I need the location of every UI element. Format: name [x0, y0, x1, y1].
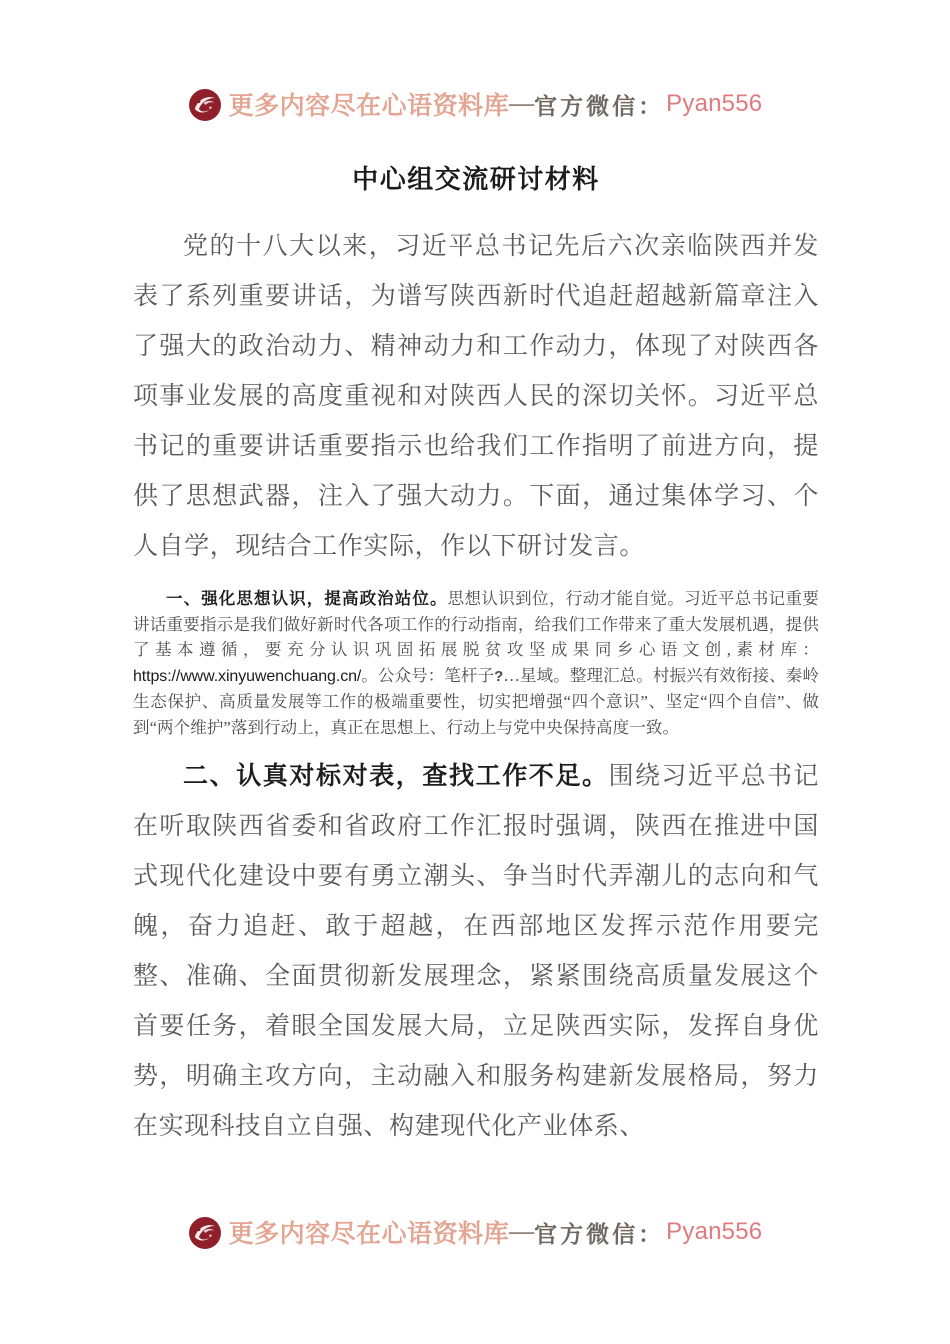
section-one-url: https://www.xinyuwenchuang.cn/: [133, 667, 362, 685]
watermark-wechat-id: Pyan556: [666, 1218, 763, 1245]
document-body: [133, 160, 819, 1152]
circular-seal-logo-icon: [188, 88, 222, 122]
section-one-heading: 一、强化思想认识，提高政治站位。: [166, 589, 448, 608]
paragraph-intro: 党的十八大以来，习近平总书记先后六次亲临陕西并发表了系列重要讲话，为谱写陕西新时代追赶超越新篇章注入了强大的政治动力、精神动力和工作动力，体现了对陕西各项事业发展的高度重视和对陕西人民的深切关怀。习近平总书记的重要讲话重要指示也给我们工作指明了前进方向，提供了思想武器，注入了强大动力。下面，通过集体学习、个人自学，现结合工作实际，作以下研讨发言。: [133, 233, 819, 560]
header-watermark: [0, 80, 950, 128]
section-one-text-after-url: 。公众号：笔杆子: [361, 665, 495, 685]
paragraph-section-two: [133, 752, 819, 1152]
watermark-dash: —: [509, 90, 535, 117]
watermark-wechat-id: Pyan556: [666, 90, 763, 117]
watermark-dash: —: [509, 1218, 535, 1245]
paragraph-section-one: [133, 586, 819, 740]
watermark-sub-text: 官方微信：: [534, 93, 665, 119]
watermark-sub-text: 官方微信：: [534, 1221, 665, 1247]
footer-watermark: [0, 1208, 950, 1256]
watermark-main-text: 更多内容尽在心语资料库: [228, 1221, 510, 1248]
section-one-text-tail: …星域。整理汇总。村振兴有效衔接、秦岭生态保护、高质量发展等工作的极端重要性，切实把增强“四个意识”、坚定“四个自信”、做到“两个维护”落到行动上，真正在思想上、行动上与党中央保持高度一致。: [133, 665, 819, 737]
missing-glyph-icon: ?: [494, 667, 504, 685]
section-two-heading: 二、认真对标对表，查找工作不足。: [183, 763, 609, 790]
watermark-main-text: 更多内容尽在心语资料库: [228, 93, 510, 120]
paragraph-spacer: [133, 740, 819, 752]
section-two-text: 围绕习近平总书记在听取陕西省委和省政府工作汇报时强调，陕西在推进中国式现代化建设中要有勇立潮头、争当时代弄潮儿的志向和气魄，奋力追赶、敢于超越，在西部地区发挥示范作用要完整、准确、全面贯彻新发展理念，紧紧围绕高质量发展这个首要任务，着眼全国发展大局，立足陕西实际，发挥自身优势，明确主攻方向，主动融入和服务构建新发展格局，努力在实现科技自立自强、构建现代化产业体系、: [133, 763, 819, 1140]
page-title: 中心组交流研讨材料: [352, 165, 600, 194]
section-one-text-before-url: 思想认识到位，行动才能自觉。习近平总书记重要讲话重要指示是我们做好新时代各项工作的行动指南，给我们工作带来了重大发展机遇，提供了基本遵循，要充分认识巩固拓展脱贫攻坚成果同乡心语文创,素材库：: [133, 589, 819, 659]
circular-seal-logo-icon: [188, 1216, 222, 1250]
